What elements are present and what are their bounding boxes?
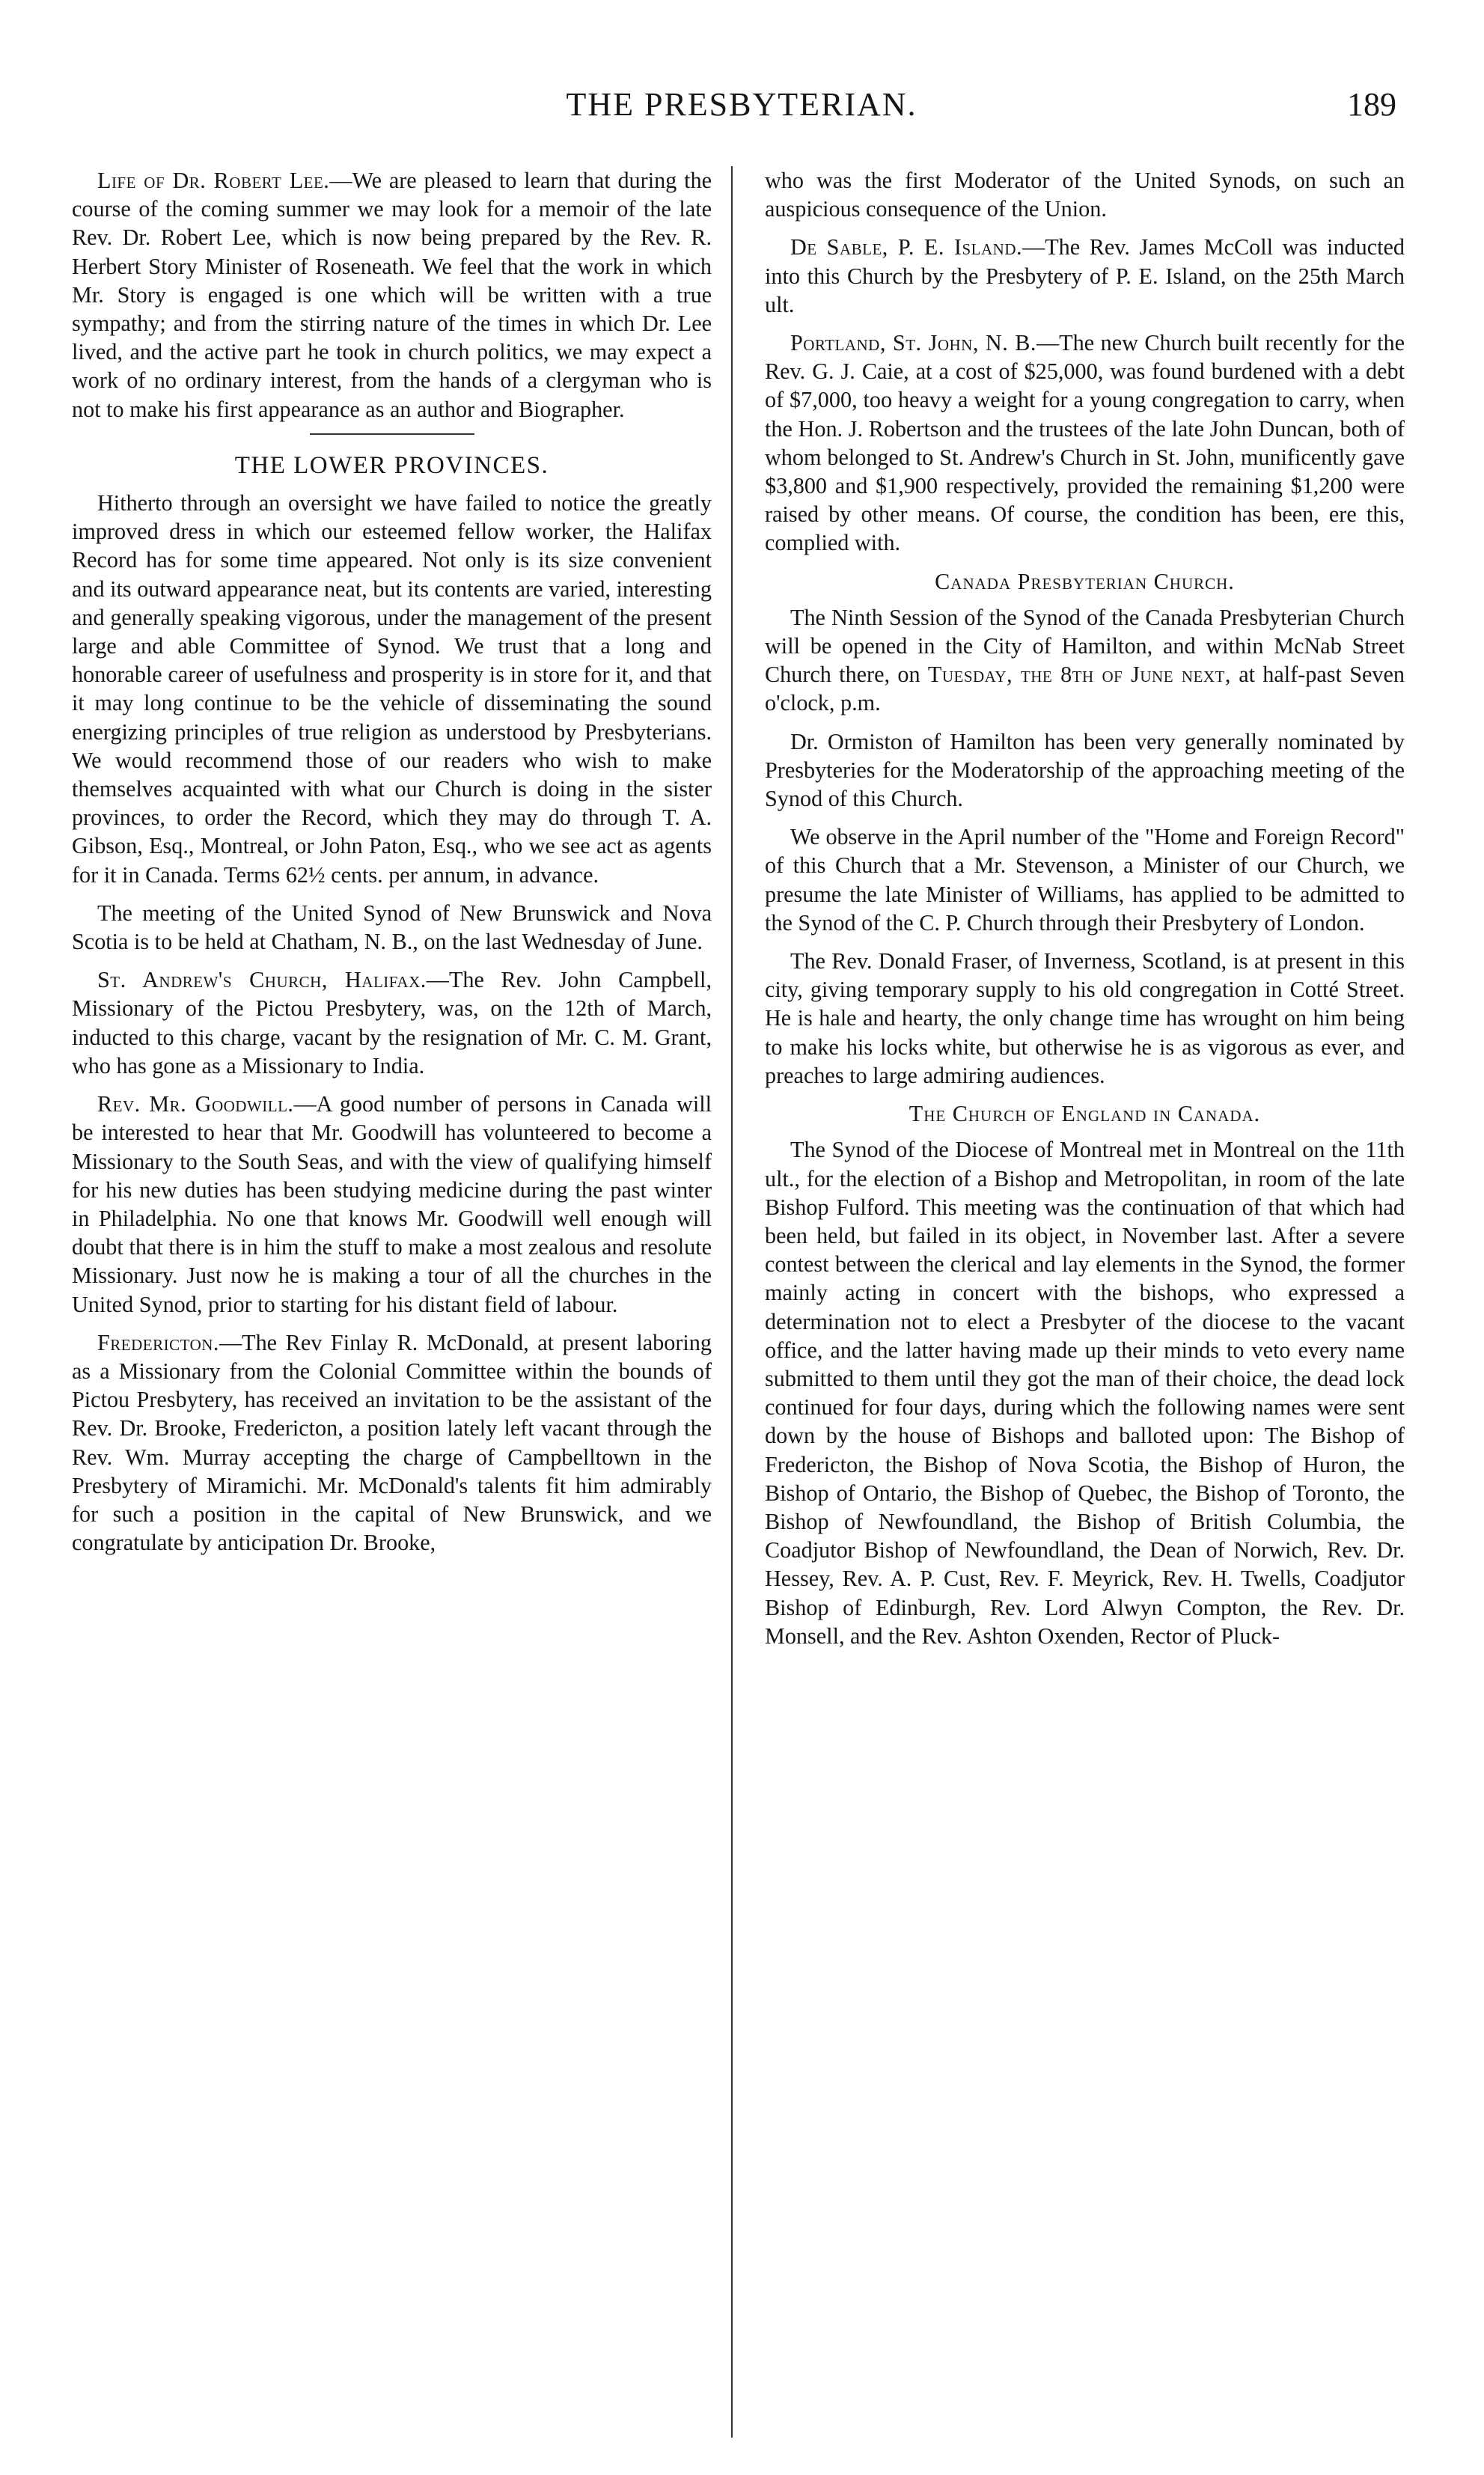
article-continuation: who was the first Moderator of the United Synods, on such an auspicious consequence of the Union. — [765, 168, 1405, 222]
article-body: —The Rev. John Campbell, Missionary of the Pictou Presbytery, was, on the 12th of March, inducted to this charge, vacant by the resignation of Mr. C. M. Grant, who has gone as a Missionary to India. — [72, 967, 712, 1078]
article-ninth-session — [765, 603, 1405, 718]
session-date: Tuesday, the 8th of June next, — [927, 662, 1231, 688]
column-divider — [731, 166, 733, 2438]
article-body: —The Rev Finlay R. McDonald, at present laboring as a Missionary from the Colonial Committee within the bounds of Pictou Presbytery, has received an invitation to be the assistant of the Rev. Dr. Brooke, Fredericton, a position lately left vacant through the Rev. Wm. Murray accepting the charge of Campbelltown in the Presbytery of Miramichi. Mr. McDonald's talents fit him admirably for such a position in the capital of New Brunswick, and we congratulate by anticipation Dr. Brooke, — [72, 1329, 712, 1556]
article-fraser: The Rev. Donald Fraser, of Inverness, Scotland, is at present in this city, giving temporary supply to his old congregation in Cotté Street. He is hale and hearty, the only change time has wrought on him being to make his locks white, but otherwise he is as vigorous as ever, and preaches to large admiring audiences. — [765, 948, 1405, 1088]
article-ormiston: Dr. Ormiston of Hamilton has been very generally nominated by Presbyteries for the Moderatorship of the approaching meeting of the Synod of this Church. — [765, 728, 1405, 812]
subheading-canada-presbyterian: Canada Presbyterian Church. — [935, 568, 1235, 594]
article-united-synod: The meeting of the United Synod of New Brunswick and Nova Scotia is to be held at Chatham, N. B., on the last Wednesday of June. — [72, 900, 712, 955]
article-halifax-record: Hitherto through an oversight we have failed to notice the greatly improved dress in which our esteemed fellow worker, the Halifax Record has for some time appeared. Not only is its size convenient and its outward appearance neat, but its contents are varied, interesting and generally speaking vigorous, under the management of the present large and able Committee of Synod. We trust that a long and honorable career of usefulness and prosperity is in store for it, and that it may long continue to be the vehicle of disseminating the sound energizing principles of true religion as understood by Presbyterians. We would recommend those of our readers who wish to make themselves acquainted with what our Church is doing in the sister provinces, to order the Record, which they may do through T. A. Gibson, Esq., Montreal, or John Paton, Esq., who we see act as agents for it in Canada. Terms 62½ cents. per annum, in advance. — [72, 490, 712, 888]
article-body: —The Rev. James McColl was inducted into this Church by the Presbytery of P. E. Island, on the 25th March ult. — [765, 234, 1405, 317]
article-lead: St. Andrew's Church, Halifax. — [97, 967, 427, 993]
article-st-andrews-halifax — [72, 965, 712, 1080]
article-body: —The new Church built recently for the Rev. G. J. Caie, at a cost of $25,000, was found burdened with a debt of $7,000, too heavy a weight for a young congregation to carry, when the Hon. J. Robertson and the trustees of the late John Duncan, both of whom belonged to St. Andrew's Church in St. John, munificently gave $3,800 and $1,900 respectively, provided the remaining $1,200 were raised by other means. Of course, the condition has been, ere this, complied with. — [765, 330, 1405, 556]
left-column — [72, 166, 712, 2441]
article-robert-lee — [72, 166, 712, 424]
section-heading-lower-provinces: THE LOWER PROVINCES. — [234, 451, 549, 479]
subheading-church-of-england: The Church of England in Canada. — [909, 1101, 1261, 1127]
article-lead: Life of Dr. Robert Lee. — [97, 168, 330, 193]
article-body: The Ninth Session of the Synod of the Canada Presbyterian Church will be opened in the City of Hamilton, and within McNab Street Church there, on — [765, 604, 1405, 688]
article-portland — [765, 329, 1405, 558]
article-stevenson: We observe in the April number of the "Home and Foreign Record" of this Church that a Mr. Stevenson, a Minister of our Church, we presume the late Minister of Williams, has applied to be admitted to the Synod of the C. P. Church through their Presbytery of London. — [765, 824, 1405, 936]
article-body: —A good number of persons in Canada will be interested to hear that Mr. Goodwill has volunteered to become a Missionary to the South Seas, and with the view of qualifying himself for his new duties has been studying medicine during the past winter in Philadelphia. No one that knows Mr. Goodwill well enough will doubt that there is in him the stuff to make a most zealous and resolute Missionary. Just now he is making a tour of all the churches in the United Synod, prior to starting for his distant field of labour. — [72, 1091, 712, 1317]
article-lead: Fredericton. — [97, 1329, 219, 1355]
article-montreal-synod: The Synod of the Diocese of Montreal met in Montreal on the 11th ult., for the election of a Bishop and Metropolitan, in room of the late Bishop Fulford. This meeting was the continuation of that which had been held, but failed in its object, in November last. After a severe contest between the clerical and lay elements in the Synod, the former mainly acting in concert with the bishops, who expressed a determination not to elect a Presbyter of the diocese to the vacant office, and the latter having made up their minds to veto every name submitted to them until they got the man of their choice, the dead lock continued for four days, during which the following names were sent down by the house of Bishops and balloted upon: The Bishop of Fredericton, the Bishop of Nova Scotia, the Bishop of Huron, the Bishop of Ontario, the Bishop of Quebec, the Bishop of Toronto, the Bishop of Newfoundland, the Bishop of British Columbia, the Coadjutor Bishop of Newfoundland, the Dean of Norwich, Rev. Dr. Hessey, Rev. A. P. Cust, Rev. F. Meyrick, Rev. H. Twells, Coadjutor Bishop of Edinburgh, Rev. Lord Alwyn Compton, the Rev. Dr. Monsell, and the Rev. Ashton Oxenden, Rector of Pluck- — [765, 1137, 1405, 1649]
article-body: —We are pleased to learn that during the course of the coming summer we may look for a memoir of the late Rev. Dr. Robert Lee, which is now being prepared by the Rev. R. Herbert Story Minister of Roseneath. We feel that the work in which Mr. Story is engaged is one which will be written with a true sympathy; and from the stirring nature of the times in which Dr. Lee lived, and the active part he took in church politics, we may expect a work of no ordinary interest, from the hands of a clergyman who is not to make his first appearance as an author and Biographer. — [72, 168, 712, 422]
page-header — [72, 82, 1411, 135]
page-number: 189 — [1347, 86, 1396, 123]
article-lead: Rev. Mr. Goodwill. — [97, 1091, 294, 1117]
article-fredericton — [72, 1328, 712, 1557]
running-title: THE PRESBYTERIAN. — [566, 86, 917, 123]
article-lead: Portland, St. John, N. B. — [790, 330, 1036, 356]
article-de-sable — [765, 233, 1405, 319]
section-divider — [310, 433, 474, 435]
article-goodwill — [72, 1090, 712, 1319]
right-column — [765, 166, 1405, 2441]
article-lead: De Sable, P. E. Island. — [790, 234, 1023, 260]
article-body: at half-past Seven o'clock, p.m. — [765, 662, 1405, 716]
